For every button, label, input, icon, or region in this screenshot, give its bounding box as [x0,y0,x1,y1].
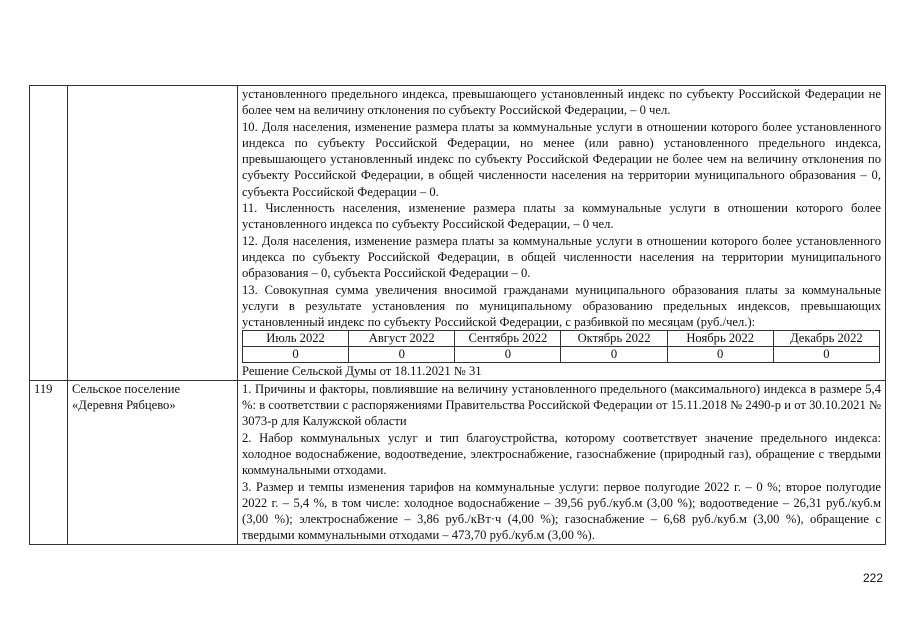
month-header: Август 2022 [349,331,455,347]
month-value: 0 [667,347,773,363]
month-header: Ноябрь 2022 [667,331,773,347]
month-value: 0 [455,347,561,363]
paragraph: 12. Доля населения, изменение размера платы за коммунальные услуги в отношении которого более установленного индекса по субъекту Российской Федерации, в общей численности населения на территории муниципального образования – 0, субъекта Российской Федерации – 0. [242,233,881,281]
municipality-name-line: «Деревня Рябцево» [72,398,176,413]
paragraph: установленного предельного индекса, превышающего установленный индекс по субъекту Российской Федерации не более чем на величину отклонения по субъекту Российской Федерации, – 0 чел. [242,87,881,118]
months-header-row [243,331,880,347]
municipality-cell [68,86,238,381]
monthly-amounts-table [242,330,880,363]
table-row [30,86,886,381]
number-cell [30,86,68,381]
month-value: 0 [561,347,667,363]
paragraph: 13. Совокупная сумма увеличения вносимой гражданами муниципального образования платы за коммунальные услуги в результате установления по муниципальному образованию предельных индексов, превышающих установленный индекс по субъекту Российской Федерации, с разбивкой по месяцам (руб./чел.): [242,282,881,330]
month-value: 0 [773,347,879,363]
month-header: Декабрь 2022 [773,331,879,347]
paragraph: 2. Набор коммунальных услуг и тип благоустройства, которому соответствует значение предельного индекса: холодное водоснабжение, водоотведение, электроснабжение, газоснабжение (природный газ), обращение с твердыми коммунальными отходами. [242,430,881,478]
municipalities-table [29,85,886,545]
month-values-row [243,347,880,363]
details-cell [238,380,886,544]
month-header: Сентябрь 2022 [455,331,561,347]
municipality-name-line: Сельское поселение [72,381,181,396]
month-value: 0 [349,347,455,363]
month-header: Июль 2022 [243,331,349,347]
paragraph: 10. Доля населения, изменение размера платы за коммунальные услуги в отношении которого более установленного индекса по субъекту Российской Федерации, но менее (или равно) установленного предельного индекса, превышающего установленный индекс по субъекту Российской Федерации не более чем на величину отклонения по субъекту Российской Федерации, в общей численности населения на территории муниципального образования – 0, субъекта Российской Федерации – 0. [242,119,881,199]
paragraph: 3. Размер и темпы изменения тарифов на коммунальные услуги: первое полугодие 2022 г. – 0 %; второе полугодие 2022 г. – 5,4 %, в том числе: холодное водоснабжение – 39,56 руб./куб.м (3,00 %); водоотведение – 26,31 руб./куб.м (3,00 %); электроснабжение – 3,86 руб./кВт·ч (4,00 %); газоснабжение – 6,68 руб./куб.м (3,00 %), обращение с твердыми коммунальными отходами – 473,70 руб./куб.м (3,00 %). [242,479,881,543]
row-number: 119 [30,380,68,544]
page-number: 222 [862,571,883,585]
details-cell [238,86,886,381]
decision-text: Решение Сельской Думы от 18.11.2021 № 31 [242,364,482,379]
paragraph: 1. Причины и факторы, повлиявшие на величину установленного предельного (максимального) индекса в размере 5,4 %: в соответствии с распоряжениями Правительства Российской Федерации от 15.11.2018 № 2490-р и от 30.10.2021 № 3073-р для Калужской области [242,381,881,429]
table-row [30,380,886,544]
month-value: 0 [243,347,349,363]
municipality-name [68,380,238,544]
month-header: Октябрь 2022 [561,331,667,347]
paragraph: 11. Численность населения, изменение размера платы за коммунальные услуги в отношении которого более установленного индекса по субъекту Российской Федерации, – 0 чел. [242,201,881,232]
